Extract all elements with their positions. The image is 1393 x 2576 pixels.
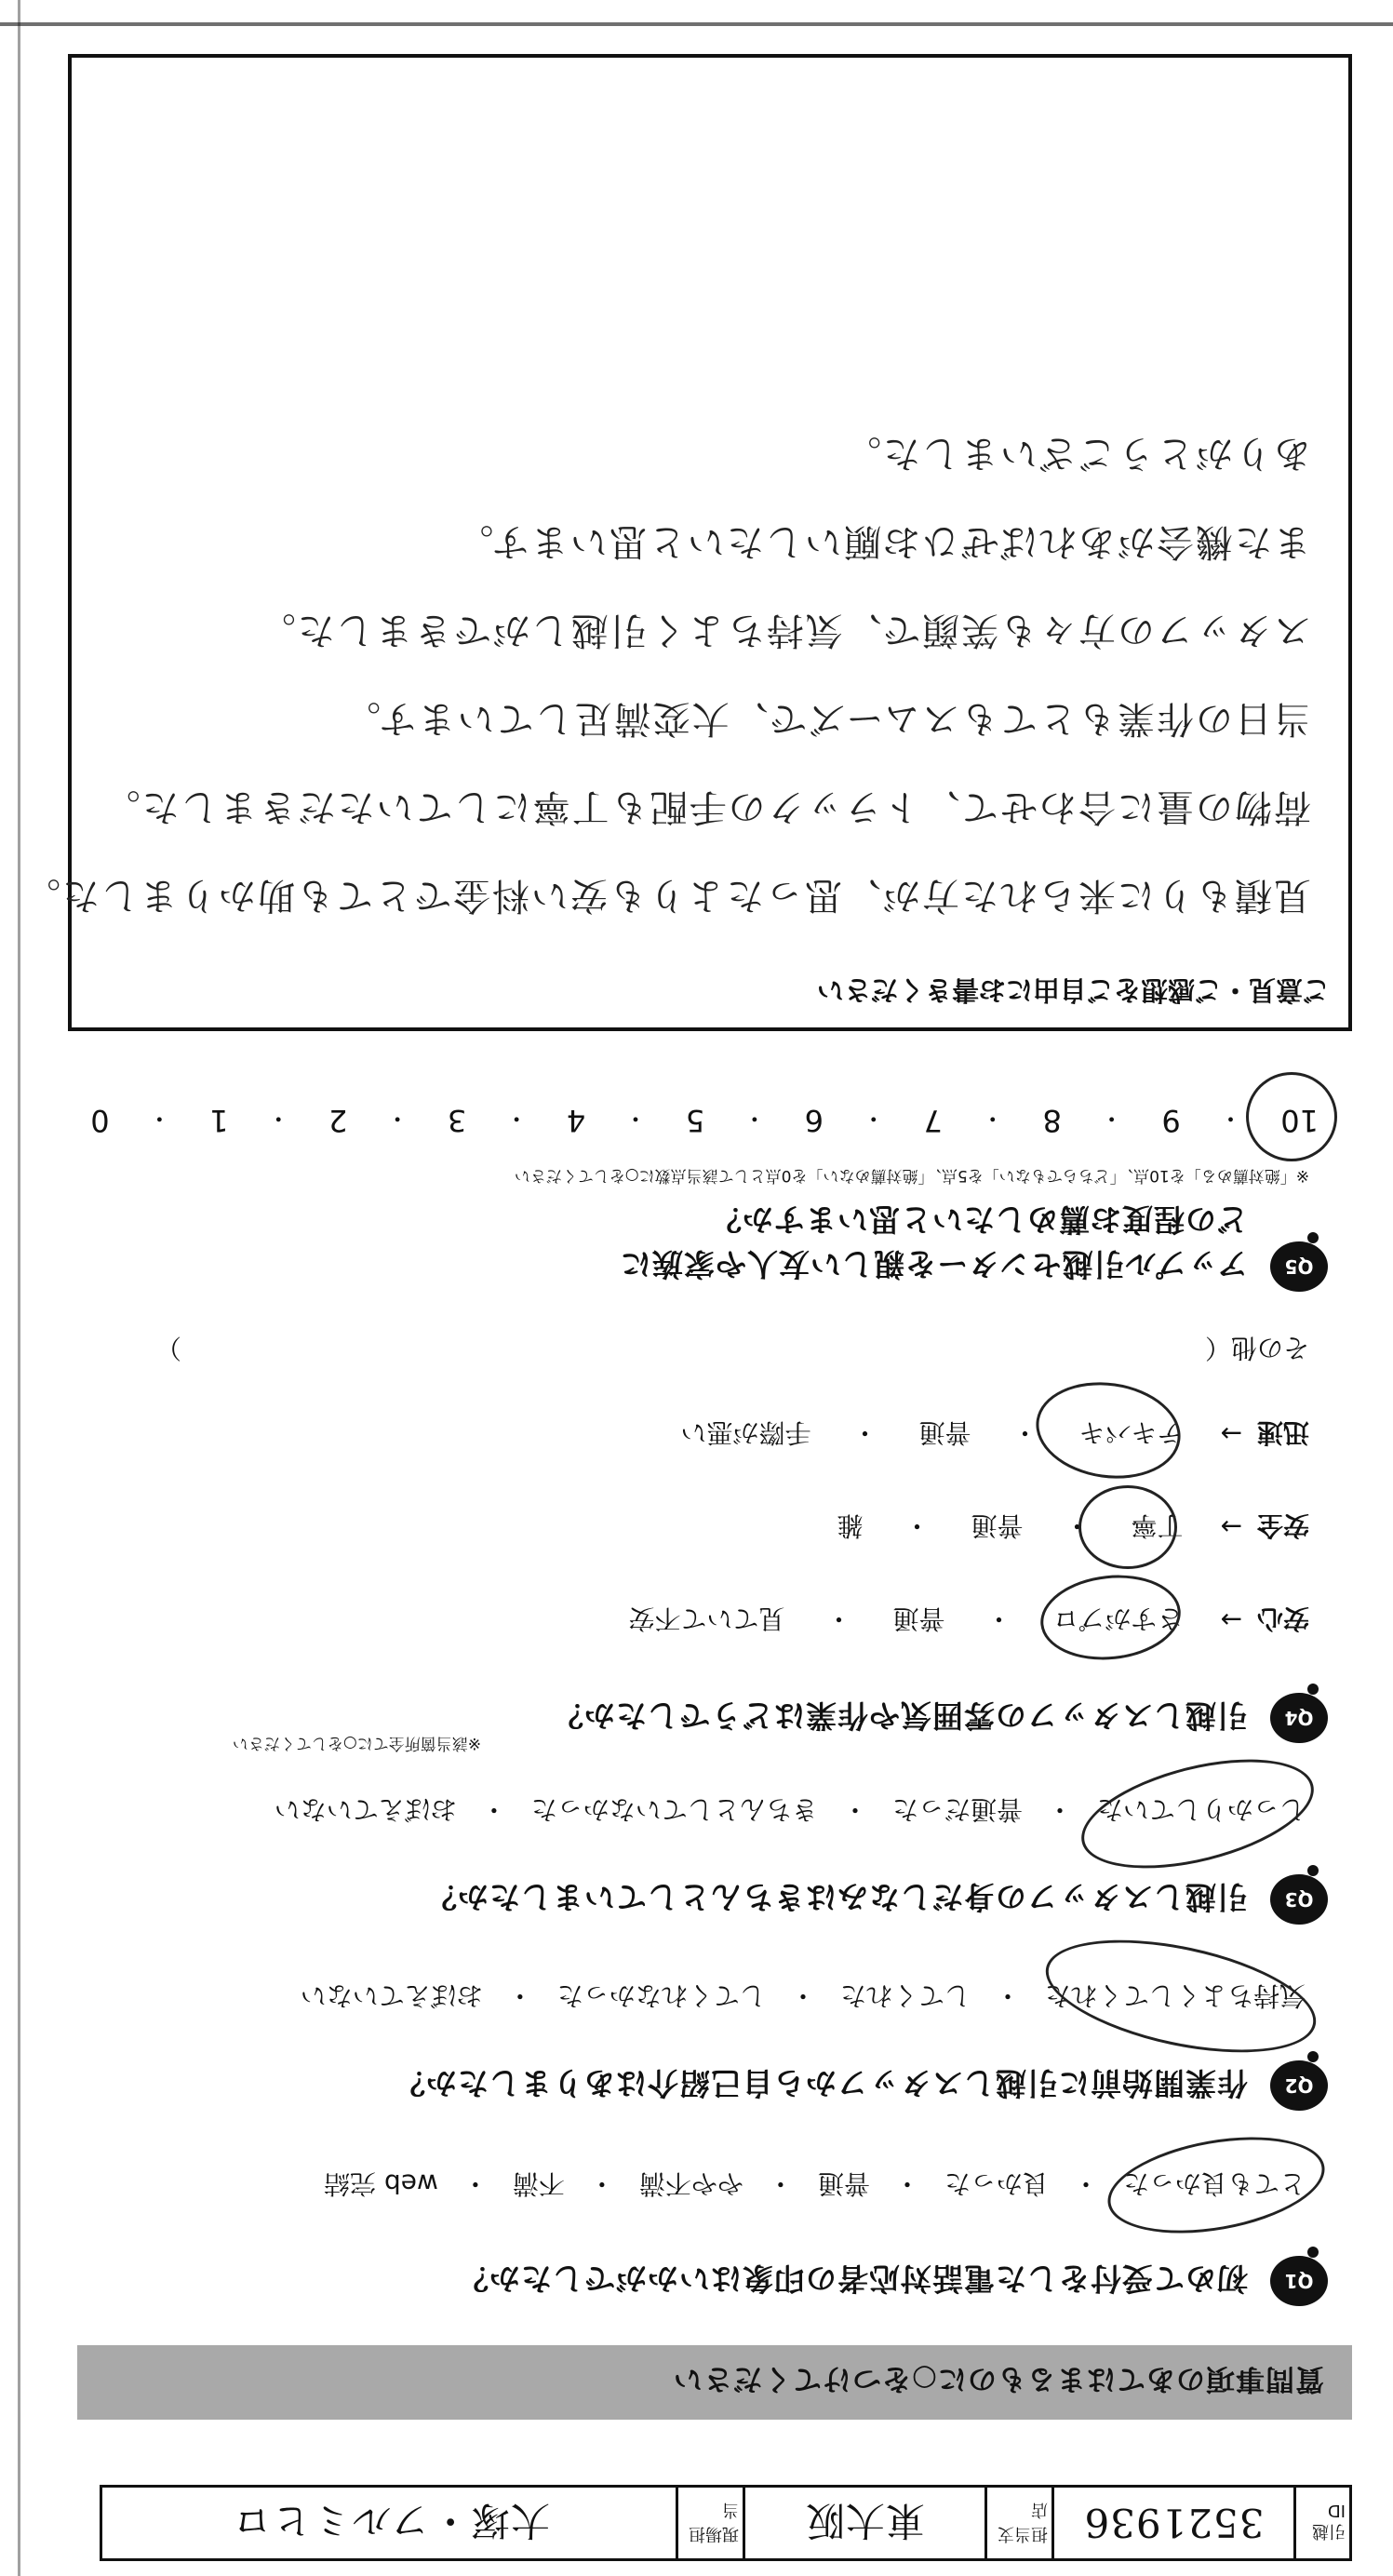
scale-value[interactable]: 2 xyxy=(328,1103,348,1138)
scale-value[interactable]: 6 xyxy=(804,1103,824,1138)
handwritten-line: 見積もりに来られた方が、思ったよりも安い料金でとても助かりました。 xyxy=(21,874,1311,917)
q4-option[interactable]: 丁寧 xyxy=(1131,1510,1184,1541)
q2-badge: Q2 xyxy=(1270,2060,1328,2111)
q1-options: とても良かった ・ 良かった ・ 普通 ・ やや不満 ・ 不満 ・ web 完結 xyxy=(320,2165,1309,2206)
q5-text-line2: どの程度お薦めしたいと思いますか？ xyxy=(710,1201,1248,1238)
arrow-icon: → xyxy=(1220,1511,1242,1543)
q4-option[interactable]: 見ていて不安 xyxy=(628,1603,785,1634)
scale-value[interactable]: 4 xyxy=(566,1103,586,1138)
scan-edge xyxy=(18,0,20,2576)
handwritten-line: 当日の作業もとてもスムーズで、大変満足しています。 xyxy=(342,697,1311,740)
q3-option[interactable]: きちんとしていなかった xyxy=(530,1794,818,1825)
q3-option[interactable]: しっかりしていた xyxy=(1096,1794,1306,1825)
q3-badge: Q3 xyxy=(1270,1874,1328,1925)
scan-edge xyxy=(0,22,1393,26)
comment-title: ご意見・ご感想をご自由にお書きください xyxy=(816,974,1330,1006)
row-label: 安全 xyxy=(1256,1510,1309,1541)
id-label: 引越ID xyxy=(1293,2488,1349,2558)
q4-badge: Q4 xyxy=(1270,1693,1328,1743)
q1-option[interactable]: やや不満 xyxy=(638,2168,743,2199)
scale-value[interactable]: 9 xyxy=(1161,1103,1181,1138)
q4-option[interactable]: 手際が悪い xyxy=(680,1417,811,1448)
arrow-icon: → xyxy=(1220,1604,1242,1636)
row-label: 迅速 xyxy=(1256,1417,1309,1448)
q4-option[interactable]: 普通 xyxy=(892,1603,945,1634)
handwritten-line: 荷物の量に合わせて、トラックの手配も丁寧にしていただきました。 xyxy=(100,785,1311,828)
scale-value[interactable]: 1 xyxy=(209,1103,229,1138)
handwritten-line: スタッフの方々も笑顔で、気持ちよく引越しができました。 xyxy=(256,609,1311,651)
section-title-bar xyxy=(77,2345,1352,2420)
q2-text: 作業開始前に引越しスタッフから自己紹介はありましたか？ xyxy=(394,2065,1248,2101)
q1-option[interactable]: web 完結 xyxy=(324,2168,438,2199)
branch-label: 担当支店 xyxy=(984,2488,1051,2558)
other-close: ） xyxy=(154,1333,181,1363)
scale-value[interactable]: 5 xyxy=(685,1103,705,1138)
arrow-icon: → xyxy=(1220,1418,1242,1450)
q4-option[interactable]: 普通 xyxy=(971,1510,1024,1541)
q4-option[interactable]: 雑 xyxy=(837,1510,864,1541)
branch-value: 東大阪 xyxy=(743,2488,984,2558)
q3-option[interactable]: 普通だった xyxy=(891,1794,1023,1825)
header-table xyxy=(100,2485,1352,2561)
id-value: 3521936 xyxy=(1051,2488,1293,2558)
q1-option[interactable]: 普通 xyxy=(817,2168,870,2199)
q1-option[interactable]: 良かった xyxy=(944,2168,1049,2199)
q2-option[interactable]: してくれなかった xyxy=(556,1980,766,2011)
q4-option[interactable]: さすがプロ xyxy=(1052,1603,1184,1634)
scale-value[interactable]: 7 xyxy=(923,1103,943,1138)
q4-row-jinsoku: 迅速 → テキパキ ・ 普通 ・ 手際が悪い xyxy=(676,1414,1309,1455)
leader-label: 現場担当 xyxy=(676,2488,743,2558)
row-label: 安心 xyxy=(1256,1603,1309,1634)
leader-value: 大塚・フルミヒロ xyxy=(231,2498,551,2543)
scale-value[interactable]: 10 xyxy=(1280,1103,1319,1138)
q4-note: ※該当箇所全てに○をしてください xyxy=(232,1734,481,1752)
q1-option[interactable]: 不満 xyxy=(512,2168,565,2199)
q3-option[interactable]: おぼえていない xyxy=(274,1794,457,1825)
handwritten-line: ありがとうございました。 xyxy=(842,432,1311,475)
q5-scale: 10 ・ 9 ・ 8 ・ 7 ・ 6 ・ 5 ・ 4 ・ 3 ・ 2 ・ 1 ・ 0 xyxy=(90,1103,1319,1138)
q2-option[interactable]: してくれた xyxy=(839,1980,971,2011)
q3-text: 引越しスタッフの身だしなみはきちんとしていましたか？ xyxy=(425,1879,1248,1915)
q3-options: しっかりしていた ・ 普通だった ・ きちんとしていなかった ・ おぼえていない xyxy=(271,1791,1309,1831)
q4-row-anshin: 安心 → さすがプロ ・ 普通 ・ 見ていて不安 xyxy=(624,1600,1309,1641)
q1-option[interactable]: とても良かった xyxy=(1122,2168,1306,2199)
q1-badge: Q1 xyxy=(1270,2256,1328,2306)
q1-text: 初めて受付をした電話対応者の印象はいかがでしたか？ xyxy=(457,2261,1248,2297)
q4-option[interactable]: テキパキ xyxy=(1078,1417,1184,1448)
comment-box[interactable] xyxy=(21,54,1352,1031)
q5-badge: Q5 xyxy=(1270,1241,1328,1292)
q4-row-anzen: 安全 → 丁寧 ・ 普通 ・ 雑 xyxy=(833,1507,1309,1548)
q4-option[interactable]: 普通 xyxy=(918,1417,971,1448)
q2-option[interactable]: おぼえていない xyxy=(300,1980,483,2011)
q4-row-other xyxy=(155,1331,1309,1368)
scale-value[interactable]: 8 xyxy=(1042,1103,1062,1138)
q5-note: ※「絶対薦める」を10点、「どちらでもない」を5点、「絶対薦めない」を0点として該当点数に○をしてください xyxy=(514,1166,1309,1185)
q2-option[interactable]: 気持ちよくしてくれた xyxy=(1044,1980,1306,2011)
scale-value[interactable]: 3 xyxy=(447,1103,467,1138)
section-title: 質問事項のあてはまるものに○をつけてください xyxy=(672,2362,1324,2396)
handwritten-line: また機会があればぜひお願いしたいと思います。 xyxy=(454,520,1311,563)
other-label: その他（ xyxy=(1204,1333,1309,1363)
q2-options: 気持ちよくしてくれた ・ してくれた ・ してくれなかった ・ おぼえていない xyxy=(297,1977,1309,2018)
q5-text-line1: アップル引越センターを親しい友人や家族に xyxy=(619,1246,1248,1282)
q4-text: 引越しスタッフの雰囲気や作業はどうでしたか？ xyxy=(552,1697,1248,1734)
scale-value[interactable]: 0 xyxy=(90,1103,110,1138)
